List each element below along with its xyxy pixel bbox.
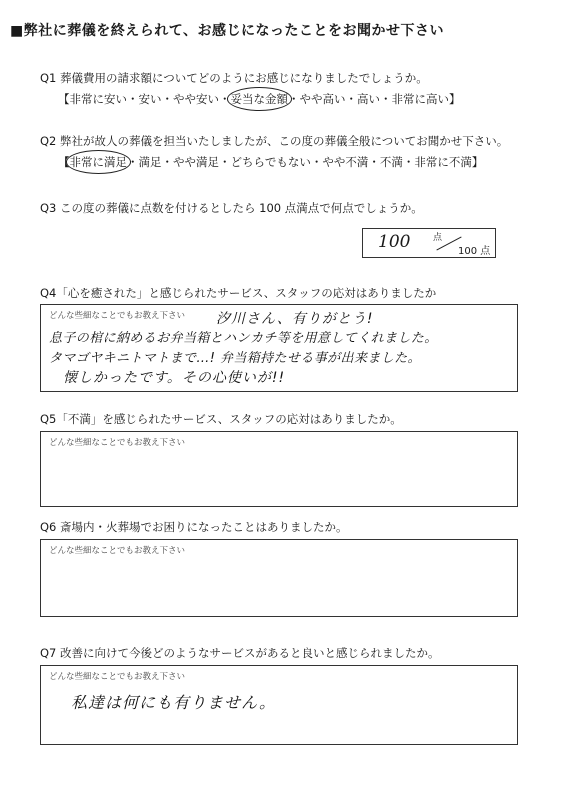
q6-answer-box <box>40 539 518 617</box>
q4-placeholder: どんな些細なことでもお教え下さい <box>49 311 186 321</box>
q4-handwriting-line-1: 汐川さん、有りがとう! <box>216 311 374 327</box>
q4-handwriting-line-4: 懐しかったです。その心使いが!! <box>63 370 286 386</box>
q5-answer-box <box>40 431 518 507</box>
q2-label: Q2 弊社が故人の葬儀を担当いたしましたが、この度の葬儀全般についてお聞かせ下さい。 <box>40 134 509 148</box>
q2-choices <box>58 154 483 170</box>
q1-options-high: ・やや高い・高い・非常に高い <box>288 92 449 106</box>
q4-handwriting-line-2: 息子の棺に納めるお弁当箱とハンカチ等を用意してくれました。 <box>49 331 438 346</box>
q5-label: Q5「不満」を感じられたサービス、スタッフの応対はありましたか。 <box>40 412 402 426</box>
q3-score-unit-top: 点 <box>433 233 443 243</box>
q7-handwriting-line-1: 私達は何にも有りません。 <box>71 693 276 712</box>
q1-choices <box>58 91 461 107</box>
q7-placeholder: どんな些細なことでもお教え下さい <box>49 672 186 682</box>
q2-options: ・満足・やや満足・どちらでもない・やや不満・不満・非常に不満 <box>127 155 472 169</box>
q7-label: Q7 改善に向けて今後どのようなサービスがあると良いと感じられましたか。 <box>40 646 440 660</box>
q4-handwriting-line-3: タマゴヤキニトマトまで…! 弁当箱持たせる事が出来ました。 <box>49 351 421 366</box>
q1-label: Q1 葬儀費用の請求額についてどのようにお感じになりましたでしょうか。 <box>40 71 428 85</box>
q1-options-low: 非常に安い・安い・やや安い・ <box>69 92 231 106</box>
q3-score-unit: 100 点 <box>458 246 491 257</box>
q2-open-bracket: 【 <box>58 155 70 169</box>
q5-placeholder: どんな些細なことでもお教え下さい <box>49 438 186 448</box>
q1-open-bracket: 【 <box>58 92 70 106</box>
q7-answer-box <box>40 665 518 745</box>
q4-label: Q4「心を癒された」と感じられたサービス、スタッフの応対はありましたか <box>40 286 437 300</box>
q2-close-bracket: 】 <box>471 155 484 169</box>
q3-score-box <box>362 228 496 258</box>
q1-close-bracket: 】 <box>449 92 461 106</box>
q1-selected-option: 妥当な金額 <box>230 92 288 106</box>
q4-answer-box <box>40 304 518 392</box>
q3-score-value: 100 <box>378 232 411 252</box>
q6-label: Q6 斎場内・火葬場でお困りになったことはありましたか。 <box>40 520 348 534</box>
page-title: ■弊社に葬儀を終えられて、お感じになったことをお聞かせ下さい <box>10 23 444 39</box>
q6-placeholder: どんな些細なことでもお教え下さい <box>49 546 186 556</box>
q3-label: Q3 この度の葬儀に点数を付けるとしたら 100 点満点で何点でしょうか。 <box>40 201 423 215</box>
q2-selected-option: 非常に満足 <box>69 155 127 169</box>
